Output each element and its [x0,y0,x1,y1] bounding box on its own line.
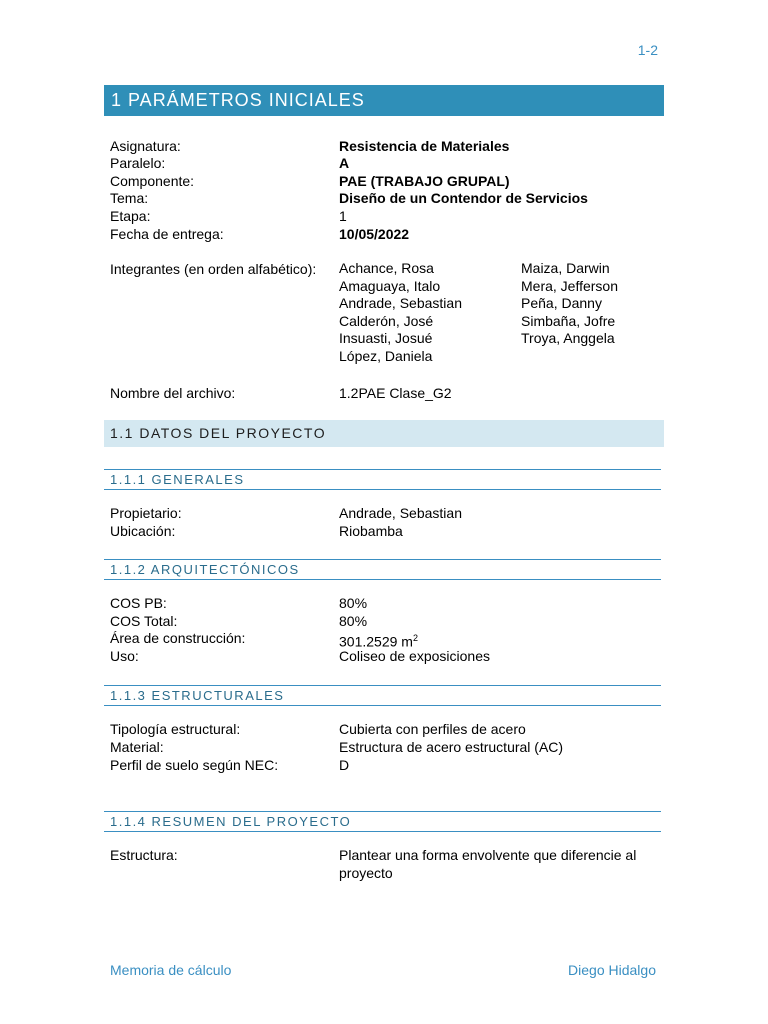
estructura-value: Plantear una forma envolvente que diferencie al proyecto [339,847,637,881]
footer-left: Memoria de cálculo [110,962,232,978]
area-number: 301.2529 m [339,633,413,650]
fecha-value: 10/05/2022 [339,226,410,242]
archivo-label: Nombre del archivo: [110,385,236,401]
ubicacion-label: Ubicación: [110,523,176,539]
area-unit-exponent: 2 [412,633,418,643]
subsection-heading-resumen: 1.1.4 RESUMEN DEL PROYECTO [104,811,661,832]
tipologia-value: Cubierta con perfiles de acero [339,721,526,737]
subsection-heading-generales: 1.1.1 GENERALES [104,469,661,490]
uso-label: Uso: [110,648,139,664]
material-label: Material: [110,739,164,755]
member-name: Insuasti, Josué [339,330,433,347]
area-label: Área de construcción: [110,630,246,646]
footer-right: Diego Hidalgo [568,962,656,978]
integrantes-label: Integrantes (en orden alfabético): [110,261,317,277]
page-number: 1-2 [637,42,658,58]
section-heading-datos-proyecto: 1.1 DATOS DEL PROYECTO [104,420,664,447]
asignatura-label: Asignatura: [110,138,181,154]
etapa-value: 1 [339,208,347,224]
tema-label: Tema: [110,190,149,206]
paralelo-value: A [339,155,350,171]
componente-value: PAE (TRABAJO GRUPAL) [339,173,510,189]
subsection-heading-arquitectonicos: 1.1.2 ARQUITECTÓNICOS [104,559,661,580]
tema-value: Diseño de un Contendor de Servicios [339,190,588,206]
etapa-label: Etapa: [110,208,151,224]
suelo-label: Perfil de suelo según NEC: [110,757,279,773]
member-name: Peña, Danny [521,295,602,312]
suelo-value: D [339,757,350,773]
integrantes-col-1 [339,260,462,366]
ubicacion-value: Riobamba [339,523,403,539]
cos-pb-value: 80% [339,595,368,611]
material-value: Estructura de acero estructural (AC) [339,739,564,755]
paralelo-label: Paralelo: [110,155,166,171]
member-name: López, Daniela [339,347,433,364]
member-name: Achance, Rosa [339,260,434,276]
asignatura-value: Resistencia de Materiales [339,138,510,154]
member-name: Maiza, Darwin [521,260,610,276]
section-heading-parametros: 1 PARÁMETROS INICIALES [104,85,664,116]
uso-value: Coliseo de exposiciones [339,648,490,664]
cos-pb-label: COS PB: [110,595,167,611]
member-name: Amaguaya, Italo [339,277,441,294]
member-name: Simbaña, Jofre [521,312,616,329]
member-name: Andrade, Sebastian [339,295,462,312]
archivo-value: 1.2PAE Clase_G2 [339,385,452,401]
estructura-label: Estructura: [110,847,178,863]
propietario-value: Andrade, Sebastian [339,505,462,521]
componente-label: Componente: [110,173,195,189]
cos-total-value: 80% [339,613,368,629]
integrantes-col-2 [521,260,618,348]
subsection-heading-estructurales: 1.1.3 ESTRUCTURALES [104,685,661,706]
cos-total-label: COS Total: [110,613,178,629]
fecha-label: Fecha de entrega: [110,226,224,242]
propietario-label: Propietario: [110,505,182,521]
tipologia-label: Tipología estructural: [110,721,241,737]
member-name: Troya, Anggela [521,330,615,347]
member-name: Mera, Jefferson [521,277,619,294]
member-name: Calderón, José [339,312,434,329]
